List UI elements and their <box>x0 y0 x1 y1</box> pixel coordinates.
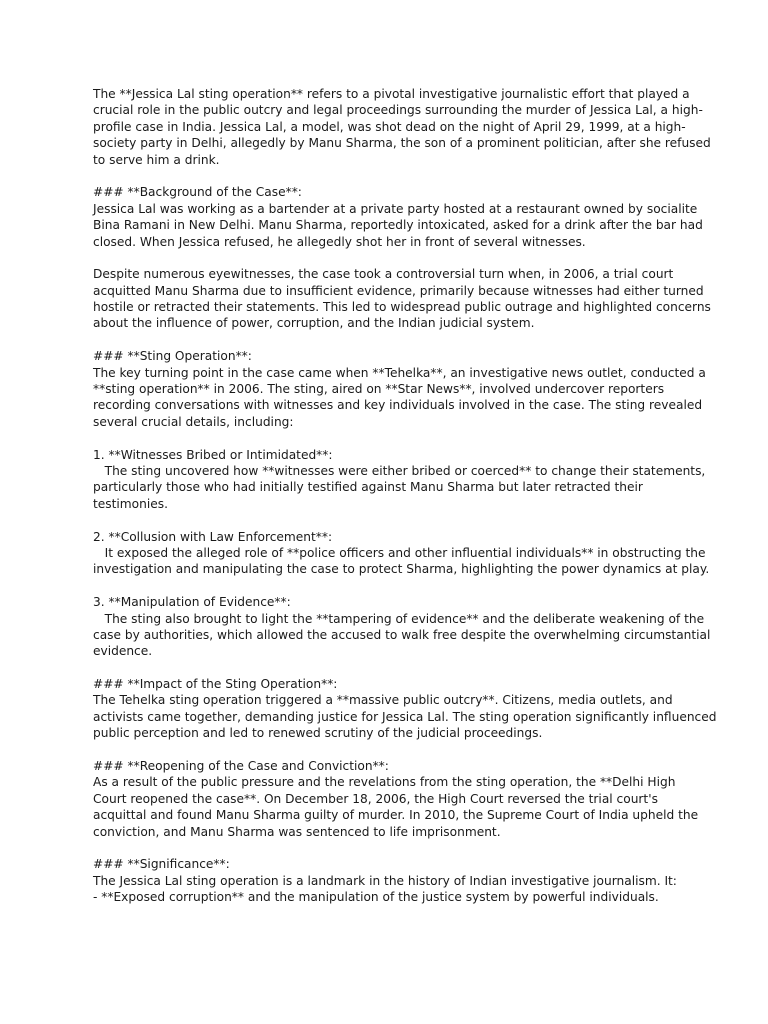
paragraph <box>93 856 678 905</box>
text-line: about the influence of power, corruption, and the Indian judicial system. <box>93 316 535 331</box>
text-line: 3. **Manipulation of Evidence**: <box>93 595 291 610</box>
text-line: Despite numerous eyewitnesses, the case took a controversial turn when, in 2006, a trial court <box>93 267 674 282</box>
paragraph <box>93 447 706 513</box>
text-line: ### **Sting Operation**: <box>93 349 252 364</box>
paragraph-gap <box>93 840 678 856</box>
text-line: several crucial details, including: <box>93 414 294 429</box>
text-line: acquittal and found Manu Sharma guilty of murder. In 2010, the Supreme Court of India upheld the <box>93 808 699 823</box>
text-line: recording conversations with witnesses and key individuals involved in the case. The sting revealed <box>93 398 703 413</box>
text-line: Jessica Lal was working as a bartender at a private party hosted at a restaurant owned by socialite <box>93 201 698 216</box>
text-line: - **Exposed corruption** and the manipulation of the justice system by powerful individuals. <box>93 890 659 905</box>
paragraph-gap <box>93 332 678 348</box>
text-line: hostile or retracted their statements. This led to widespread public outrage and highlighted concerns <box>93 300 711 315</box>
paragraph-gap <box>93 578 678 594</box>
text-line: The Tehelka sting operation triggered a **massive public outcry**. Citizens, media outlets, and <box>93 693 673 708</box>
paragraph-gap <box>93 168 678 184</box>
paragraph <box>93 266 711 332</box>
text-line: The **Jessica Lal sting operation** refers to a pivotal investigative journalistic effort that played a <box>93 87 690 101</box>
text-line: investigation and manipulating the case to protect Sharma, highlighting the power dynamics at play. <box>93 562 710 577</box>
text-line: The sting also brought to light the **tampering of evidence** and the deliberate weakening of the <box>93 611 705 626</box>
text-line: evidence. <box>93 644 153 659</box>
text-line: ### **Background of the Case**: <box>93 185 302 200</box>
text-line: conviction, and Manu Sharma was sentenced to life imprisonment. <box>93 824 501 839</box>
text-line: society party in Delhi, allegedly by Manu Sharma, the son of a prominent politician, after she refused <box>93 136 711 151</box>
text-line: ### **Reopening of the Case and Conviction**: <box>93 759 389 774</box>
text-line: case by authorities, which allowed the accused to walk free despite the overwhelming circumstantial <box>93 627 711 642</box>
paragraph-gap <box>93 250 678 266</box>
text-line: profile case in India. Jessica Lal, a model, was shot dead on the night of April 29, 1999, at a high- <box>93 119 686 134</box>
text-line: **sting operation** in 2006. The sting, aired on **Star News**, involved undercover reporters <box>93 382 665 397</box>
paragraph-gap <box>93 512 678 528</box>
text-line: ### **Significance**: <box>93 857 230 872</box>
text-line: to serve him a drink. <box>93 152 220 167</box>
text-line: Bina Ramani in New Delhi. Manu Sharma, reportedly intoxicated, asked for a drink after the bar had <box>93 218 703 233</box>
text-line: acquitted Manu Sharma due to insufficient evidence, primarily because witnesses had either turned <box>93 283 704 298</box>
text-line: activists came together, demanding justice for Jessica Lal. The sting operation significantly influenced <box>93 709 717 724</box>
text-line: particularly those who had initially testified against Manu Sharma but later retracted their <box>93 480 643 495</box>
text-line: As a result of the public pressure and the revelations from the sting operation, the **Delhi High <box>93 775 676 790</box>
text-line: The Jessica Lal sting operation is a landmark in the history of Indian investigative journalism. It: <box>93 873 677 888</box>
text-line: Court reopened the case**. On December 18, 2006, the High Court reversed the trial court's <box>93 791 658 806</box>
paragraph <box>93 676 717 742</box>
text-line: The key turning point in the case came when **Tehelka**, an investigative news outlet, conducted a <box>93 365 706 380</box>
paragraph-gap <box>93 430 678 446</box>
text-line: crucial role in the public outcry and legal proceedings surrounding the murder of Jessica Lal, a high- <box>93 103 703 118</box>
paragraph <box>93 184 703 250</box>
text-line: 2. **Collusion with Law Enforcement**: <box>93 529 333 544</box>
paragraph <box>93 86 711 168</box>
text-line: public perception and led to renewed scrutiny of the judicial proceedings. <box>93 726 543 741</box>
text-line: ### **Impact of the Sting Operation**: <box>93 677 338 692</box>
paragraph <box>93 348 706 430</box>
paragraph-gap <box>93 742 678 758</box>
text-line: testimonies. <box>93 496 168 511</box>
document-body <box>93 86 717 906</box>
text-line: The sting uncovered how **witnesses were either bribed or coerced** to change their statements, <box>93 463 706 478</box>
text-line: 1. **Witnesses Bribed or Intimidated**: <box>93 447 333 462</box>
paragraph-gap <box>93 660 678 676</box>
paragraph <box>93 529 710 578</box>
text-line: It exposed the alleged role of **police officers and other influential individuals** in obstructing the <box>93 545 706 560</box>
paragraph <box>93 594 711 660</box>
paragraph <box>93 758 699 840</box>
text-line: closed. When Jessica refused, he allegedly shot her in front of several witnesses. <box>93 234 586 249</box>
